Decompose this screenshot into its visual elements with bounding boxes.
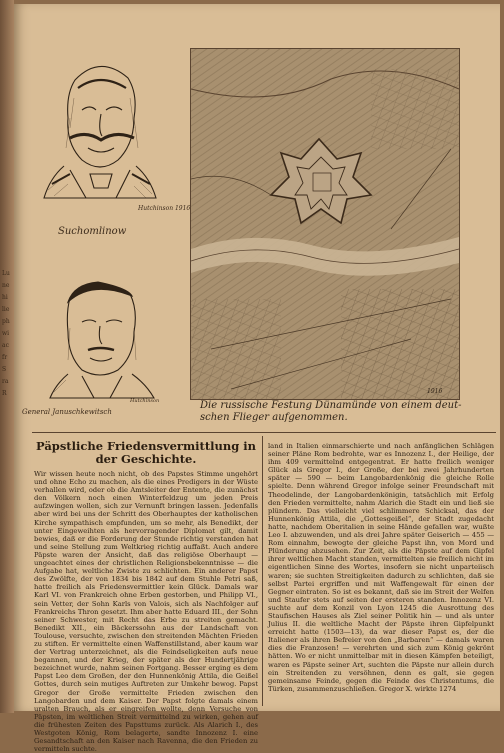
edge-text-fragment: ne xyxy=(2,282,10,289)
portrait-signature: Hutchinson 1916 xyxy=(138,205,191,212)
edge-text-fragment: ra xyxy=(2,378,9,385)
article-column-right: land in Italien einmarschierte und nach anfänglichen Schlägen seiner Pläne Rom bedrohte, war es Innozenz I., der Heilige, der ihm 409 vermittelnd entgegentrat. Er hatte freilich weniger Glück als Gregor I., der Große, der bei zwei Jahrhunderten später — 590 — beim Langobardenkönig die gleiche Rolle spielte. Denn während Gregor infolge seiner Freundschaft mit Theodelinde, der Langobardenkönigin, tatsächlich mit Erfolg den Frieden vermittelte, nahm Alarich die Stadt ein und ließ sie plündern. Das vielleicht viel schlimmere Schicksal, das der Hunnenkönig Attila, die „Gottesgeißel“, der Stadt zugedacht hatte, nachdem Oberitalien in seine Hände gefallen war, wußte Leo I. abzuwenden, und als drei Jahre später Geiserich — 455 — Rom einnahm, bewogte der gleiche Papst ihn, von Mord und Plünderung abzusehen. Zur Zeit, als die Päpste auf dem Gipfel ihrer weltlichen Macht standen, vermittelten sie freilich nicht im eigentlichen Sinne des Wortes, insofern sie nicht unparteiisch waren; sie suchten Streitigkeiten dadurch zu schlichten, daß sie selbst Partei ergriffen und mit Waffengewalt für einen der Gegner eintraten. So ist es bekannt, daß sie im Streit der Welfen und Staufer stets auf seiten der ersteren standen. Innozenz VI. suchte auf dem Konzil von Lyon 1245 die Ausrottung des Staufischen Hauses als Ziel seiner Politik hin — und als unter Julius II. die weltliche Macht der Päpste ihren Gipfelpunkt erreicht hatte (1503—13), da war dieser Papst es, der die Italiener als ihren Befreier von den „Barbaren“ — damals waren dies die Franzosen! — verehrten und sich zum König gekrönt hätten. Wo er nicht unmittelbar mit in diesen Kämpfen beteiligt, waren es Päpste seiner Art, suchten die Päpste nur allein durch ein Streitenden zu versöhnen, denn es galt, sie gegen gemeinsame Feinde, gegen die Feinde des Christentums, die Türken, zusammenzuschließen. Gregor X. wirkte 1274 xyxy=(268,442,494,693)
aerial-map-image xyxy=(190,48,460,400)
map-caption: Die russische Festung Dünamünde von einem deut- schen Flieger aufgenommen. xyxy=(200,400,462,423)
portrait-suchomlinow xyxy=(30,48,191,216)
portrait-signature: Hutchinson xyxy=(130,398,160,404)
article-column-left: Wir wissen heute noch nicht, ob des Papstes Stimme ungehört und ohne Echo zu machen, als die eines Predigers in der Wüste verhallen wird, oder ob die Amtsleiter der Entente, die zunächst den Völkern noch einen Winterfeldzug um jeden Preis aufzwingen wollen, sich zur Vernunft bringen lassen. Jedenfalls aber wird bei uns der Schritt des Oberhauptes der katholischen Kirche sympathisch empfunden, um so mehr, als Benedikt, der unter Eingeweihten als hervorragender Diplomat gilt, damit bewies, daß er die Forderung der Stunde richtig verstanden hat und seine Stellung zum Weltkrieg richtig auffaßt. Auch andere Päpste waren der Ansicht, daß das religiöse Oberhaupt — ungeachtet eines der christlichen Religionsbekenntnisse — die Aufgabe hat, weltliche Zwiste zu schlichten. Ein anderer Papst des Zwölfte, der von 1834 bis 1842 auf dem Stuhle Petri saß, hatte freilich als Friedensvermittler kein Glück. Damals war Karl VI. von Frankreich ohne Erben gestorben, und Philipp VI., sein Vetter, der Sohn Karls von Valois, sich als Nachfolger auf Frankreichs Thron gesetzt. Ihm aber hatte Eduard III., der Sohn seiner Schwester, mit Recht das Erbe zu streiten gemacht. Benedikt XII., ein Bäckerssohn aus der Landschaft von Toulouse, versuchte, zwischen den streitenden Mächten Frieden zu stiften. Er vermittelte einen Waffenstillstand, aber kaum war der Vertrag unterzeichnet, als die Feindseligkeiten aufs neue begannen, und der Krieg, der später als der Hundertjährige bezeichnet wurde, nahm seinen Fortgang. Besser erging es dem Papst Leo dem Großen, der den Hunnenkönig Attila, die Geißel Gottes, durch sein mutiges Auftreten zur Umkehr bewog. Papst Gregor der Große vermittelte Frieden zwischen den Langobarden und dem Kaiser. Der Papst folgte damals einem uralten Brauch, als er eingreifen wollte, denn Versuche von Päpsten, im weltlichen Streit vermittelnd zu wirken, gehen auf die frühesten Zeiten des Papsttums zurück. Als Alarich I., des Westgoten König, Rom belagerte, sandte Innozenz I. eine Gesandtschaft an den Kaiser nach Ravenna, die den Frieden zu vermitteln suchte. xyxy=(34,470,258,753)
edge-text-fragment: ac xyxy=(2,342,9,349)
edge-text-fragment: S xyxy=(2,366,7,373)
column-divider xyxy=(262,436,263,706)
aerial-map-drawing xyxy=(191,49,459,399)
edge-text-fragment: hi xyxy=(2,294,8,301)
section-divider xyxy=(32,432,496,433)
newspaper-page xyxy=(14,4,500,753)
map-signature: 1916 xyxy=(427,388,443,395)
edge-text-fragment: wi xyxy=(2,330,10,337)
portrait-januschkewitsch xyxy=(38,274,166,406)
edge-text-fragment: ph xyxy=(2,318,10,325)
article-headline: Päpstliche Friedensvermittlung in der Geschichte. xyxy=(35,439,257,466)
portrait-caption: General Januschkewitsch xyxy=(22,408,112,416)
edge-text-fragment: fr xyxy=(2,354,8,361)
edge-text-fragment: Lu xyxy=(2,270,10,277)
edge-text-fragment: R xyxy=(2,390,7,397)
edge-text-fragment: lie xyxy=(2,306,10,313)
portrait-caption: Suchomlinow xyxy=(58,226,127,237)
